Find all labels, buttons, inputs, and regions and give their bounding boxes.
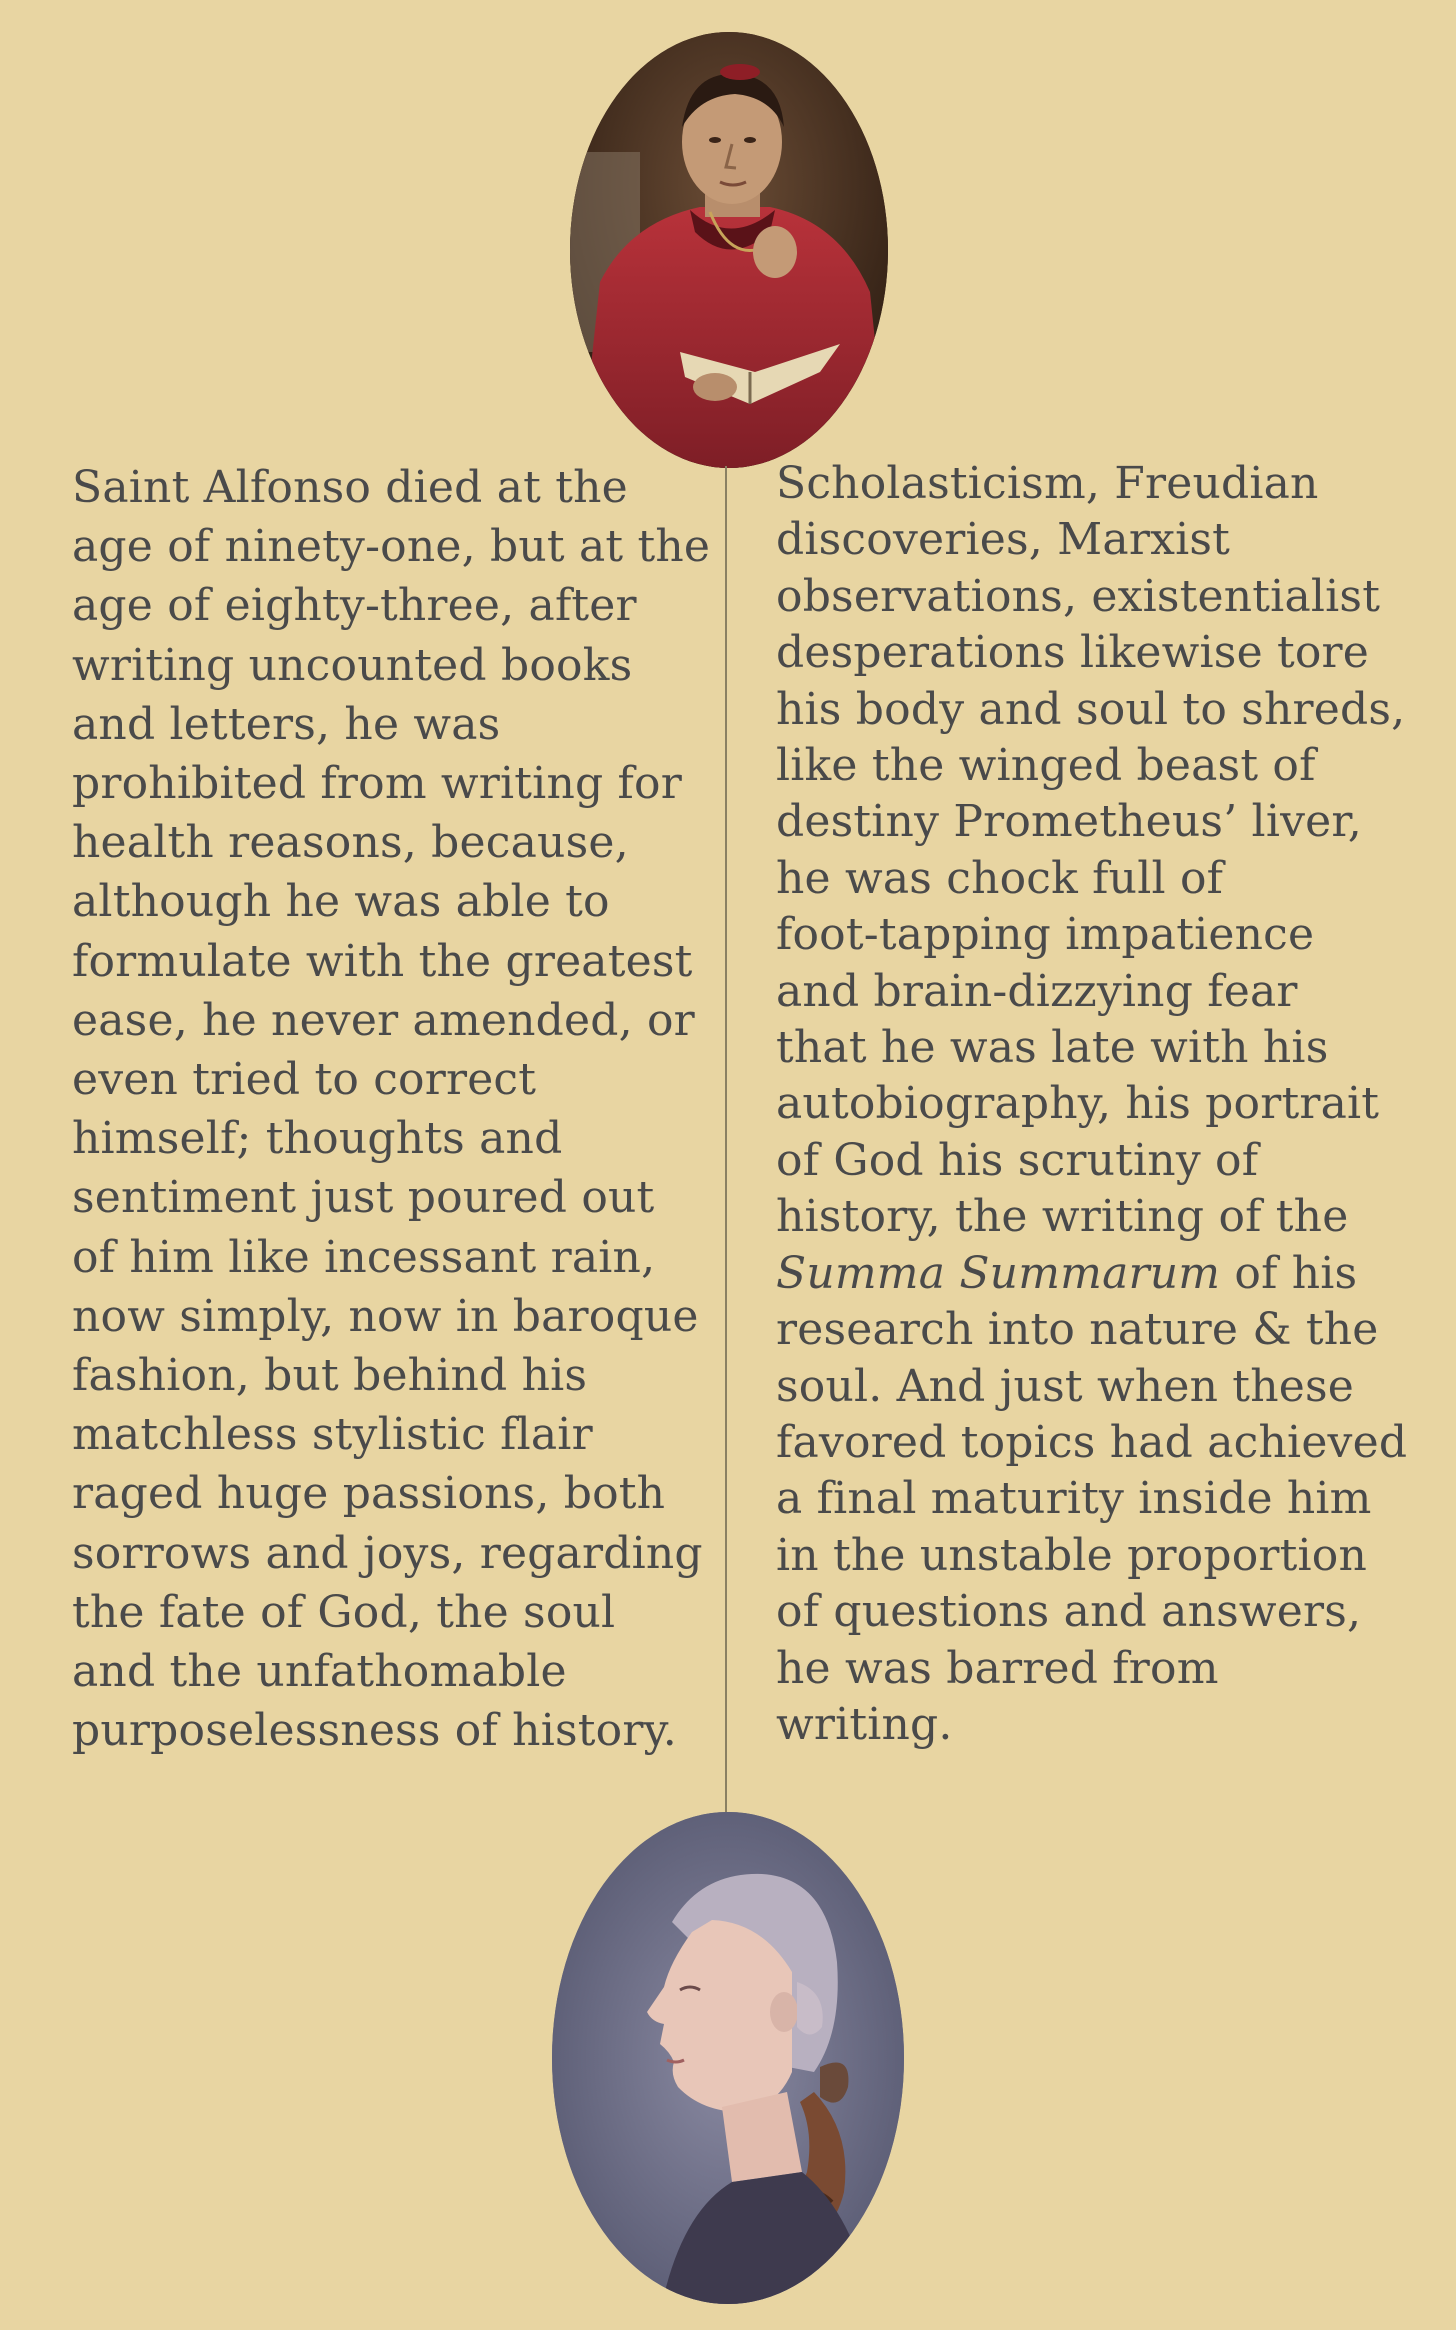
text-line: research into nature & the [776, 1304, 1379, 1356]
text-line: health reasons, because, [72, 817, 629, 869]
text-line: matchless stylistic flair [72, 1409, 593, 1461]
text-line: age of eighty-three, after [72, 580, 637, 632]
text-line-italic [776, 1246, 1436, 1302]
text-line: and letters, he was [72, 698, 501, 750]
text-line: writing. [776, 1698, 953, 1750]
text-line: even tried to correct [72, 1054, 537, 1106]
text-line: discoveries, Marxist [776, 514, 1231, 566]
text-line: fashion, but behind his [72, 1350, 588, 1402]
portrait-bottom [552, 1812, 904, 2304]
portrait-top [570, 32, 888, 468]
text-line: formulate with the greatest [72, 935, 693, 987]
text-line: favored topics had achieved [776, 1416, 1408, 1468]
text-line: observations, existentialist [776, 570, 1381, 622]
text-line: ease, he never amended, or [72, 994, 695, 1046]
left-column-text [72, 458, 722, 1760]
text-line: of God his scrutiny of [776, 1134, 1259, 1186]
text-line: prohibited from writing for [72, 758, 682, 810]
text-line: and the unfathomable [72, 1646, 567, 1698]
text-line: Scholasticism, Freudian [776, 458, 1319, 509]
text-line: Saint Alfonso died at the [72, 462, 628, 513]
text-line: desperations likewise tore [776, 627, 1370, 679]
text-line: age of ninety-one, but at the [72, 521, 711, 573]
text-line: a final maturity inside him [776, 1473, 1372, 1525]
column-divider [725, 466, 727, 1814]
text-line: autobiography, his portrait [776, 1078, 1380, 1130]
text-line: raged huge passions, both [72, 1468, 666, 1520]
text-line: history, the writing of the [776, 1191, 1349, 1243]
text-line: the fate of God, the soul [72, 1586, 616, 1638]
text-line: sorrows and joys, regarding [72, 1527, 703, 1579]
text-line: he was chock full of [776, 852, 1224, 904]
text-line: of him like incessant rain, [72, 1231, 656, 1283]
right-column-text [776, 456, 1436, 1753]
text-line: and brain-dizzying fear [776, 965, 1298, 1017]
text-line: soul. And just when these [776, 1360, 1354, 1412]
text-line: he was barred from [776, 1642, 1219, 1694]
text-line: in the unstable proportion [776, 1529, 1368, 1581]
text-line: destiny Prometheus’ liver, [776, 796, 1362, 848]
text-line: that he was late with his [776, 1022, 1329, 1074]
text-line: himself; thoughts and [72, 1113, 563, 1165]
text-fragment: of his [1220, 1247, 1358, 1299]
text-line: of questions and answers, [776, 1586, 1362, 1638]
text-line: purposelessness of history. [72, 1705, 677, 1757]
text-line: sentiment just poured out [72, 1172, 655, 1224]
text-line: now simply, now in baroque [72, 1290, 699, 1342]
text-line: writing uncounted books [72, 639, 633, 691]
text-line: foot-tapping impatience [776, 909, 1315, 961]
text-line: his body and soul to shreds, [776, 683, 1406, 735]
portrait-icon [570, 32, 888, 468]
text-line: like the winged beast of [776, 740, 1316, 792]
text-line: although he was able to [72, 876, 610, 928]
portrait-icon [552, 1812, 904, 2304]
book-title: Summa Summarum [776, 1247, 1221, 1299]
